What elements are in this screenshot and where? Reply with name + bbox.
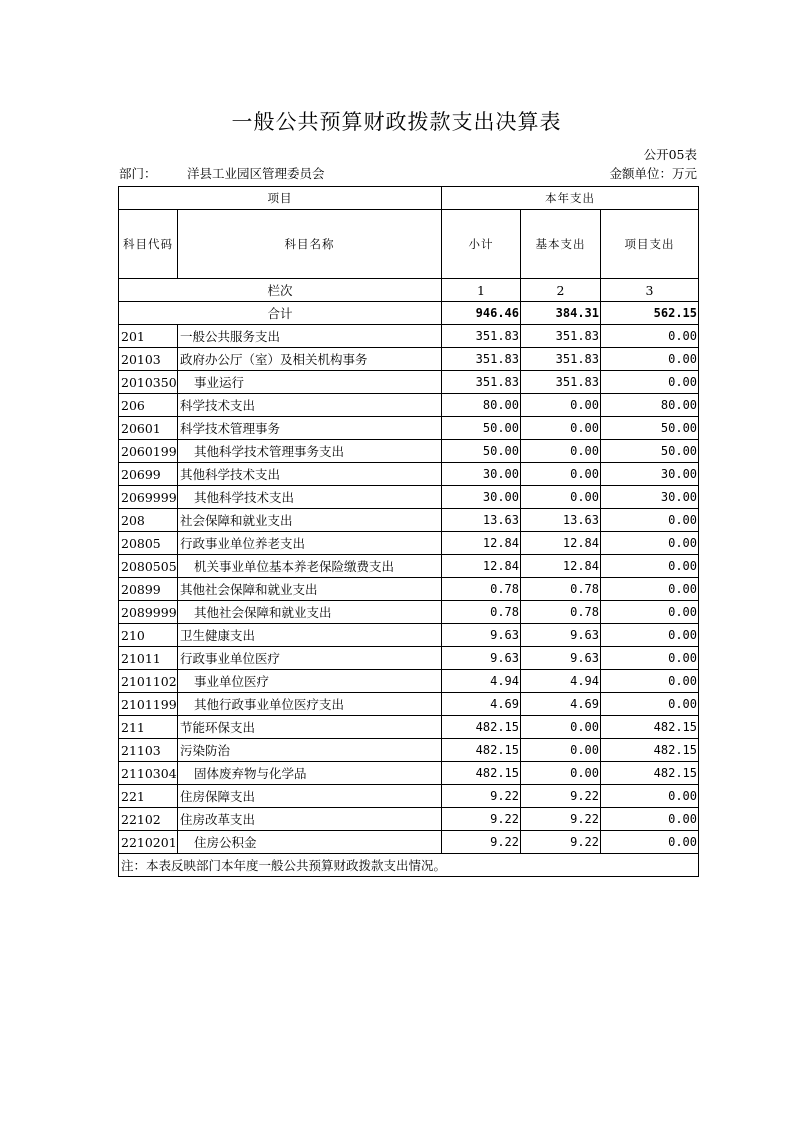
row-subtotal: 9.63 [442,647,521,670]
row-basic: 9.63 [521,647,601,670]
row-name: 事业运行 [178,371,442,394]
row-project: 30.00 [601,486,699,509]
table-row [119,532,699,555]
row-name: 其他科学技术支出 [178,463,442,486]
row-subtotal: 9.22 [442,785,521,808]
row-basic: 0.00 [521,440,601,463]
row-subtotal: 12.84 [442,555,521,578]
table-row [119,624,699,647]
row-basic: 0.00 [521,486,601,509]
row-subtotal: 50.00 [442,417,521,440]
row-code: 20601 [119,417,178,440]
header-project: 项目 [119,187,442,210]
row-basic: 12.84 [521,532,601,555]
row-subtotal: 9.22 [442,831,521,854]
table-row [119,325,699,348]
total-basic: 384.31 [521,302,601,325]
row-name: 其他科学技术管理事务支出 [178,440,442,463]
row-project: 30.00 [601,463,699,486]
header-project-expense: 项目支出 [601,210,699,279]
row-code: 21103 [119,739,178,762]
col-number-3: 3 [601,279,699,302]
amount-unit: 金额单位：万元 [609,166,697,181]
row-project: 50.00 [601,417,699,440]
table-row [119,440,699,463]
total-subtotal: 946.46 [442,302,521,325]
row-code: 2080505 [119,555,178,578]
table-row [119,509,699,532]
row-project: 0.00 [601,670,699,693]
header-current-year: 本年支出 [442,187,699,210]
row-name: 节能环保支出 [178,716,442,739]
row-subtotal: 0.78 [442,601,521,624]
row-project: 0.00 [601,555,699,578]
row-project: 0.00 [601,647,699,670]
table-row [119,463,699,486]
row-project: 0.00 [601,693,699,716]
table-row [119,371,699,394]
row-basic: 351.83 [521,348,601,371]
row-code: 20103 [119,348,178,371]
row-basic: 0.00 [521,463,601,486]
table-row [119,693,699,716]
row-subtotal: 351.83 [442,325,521,348]
row-subtotal: 13.63 [442,509,521,532]
form-number: 公开05表 [643,147,697,162]
row-name: 政府办公厅（室）及相关机构事务 [178,348,442,371]
row-basic: 0.00 [521,739,601,762]
row-code: 20699 [119,463,178,486]
row-project: 0.00 [601,325,699,348]
row-code: 208 [119,509,178,532]
expenditure-table [118,186,699,877]
row-basic: 9.63 [521,624,601,647]
row-name: 一般公共服务支出 [178,325,442,348]
table-note: 注：本表反映部门本年度一般公共预算财政拨款支出情况。 [119,854,699,877]
table-row [119,601,699,624]
row-subtotal: 482.15 [442,739,521,762]
row-basic: 0.00 [521,417,601,440]
row-project: 482.15 [601,716,699,739]
table-row [119,808,699,831]
table-row [119,394,699,417]
row-basic: 0.78 [521,601,601,624]
row-subtotal: 9.63 [442,624,521,647]
row-basic: 0.00 [521,762,601,785]
row-subtotal: 482.15 [442,762,521,785]
department-label: 部门： [119,166,157,181]
row-basic: 0.78 [521,578,601,601]
row-subtotal: 50.00 [442,440,521,463]
row-code: 2010350 [119,371,178,394]
table-row [119,785,699,808]
row-project: 0.00 [601,601,699,624]
row-subtotal: 30.00 [442,463,521,486]
row-subtotal: 351.83 [442,371,521,394]
row-project: 0.00 [601,831,699,854]
row-name: 其他科学技术支出 [178,486,442,509]
total-label: 合计 [119,302,442,325]
header-code: 科目代码 [119,210,178,279]
table-row [119,417,699,440]
row-name: 固体废弃物与化学品 [178,762,442,785]
row-code: 20805 [119,532,178,555]
department-name: 洋县工业园区管理委员会 [187,166,325,181]
row-project: 0.00 [601,348,699,371]
row-code: 22102 [119,808,178,831]
row-project: 0.00 [601,509,699,532]
row-code: 2089999 [119,601,178,624]
row-project: 0.00 [601,808,699,831]
row-name: 行政事业单位养老支出 [178,532,442,555]
header-name: 科目名称 [178,210,442,279]
table-row [119,555,699,578]
row-basic: 351.83 [521,371,601,394]
row-basic: 9.22 [521,808,601,831]
row-basic: 4.69 [521,693,601,716]
row-code: 20899 [119,578,178,601]
row-subtotal: 80.00 [442,394,521,417]
row-project: 0.00 [601,785,699,808]
row-subtotal: 4.69 [442,693,521,716]
row-name: 住房改革支出 [178,808,442,831]
row-basic: 0.00 [521,394,601,417]
header-subtotal: 小计 [442,210,521,279]
row-name: 住房保障支出 [178,785,442,808]
row-subtotal: 9.22 [442,808,521,831]
row-subtotal: 12.84 [442,532,521,555]
table-body [119,325,699,854]
row-code: 2069999 [119,486,178,509]
row-name: 卫生健康支出 [178,624,442,647]
row-code: 2210201 [119,831,178,854]
row-basic: 0.00 [521,716,601,739]
table-row [119,578,699,601]
col-number-2: 2 [521,279,601,302]
row-project: 80.00 [601,394,699,417]
header-basic: 基本支出 [521,210,601,279]
table-row [119,762,699,785]
row-basic: 9.22 [521,831,601,854]
row-basic: 351.83 [521,325,601,348]
total-project: 562.15 [601,302,699,325]
row-code: 2110304 [119,762,178,785]
row-code: 21011 [119,647,178,670]
row-code: 211 [119,716,178,739]
row-code: 210 [119,624,178,647]
row-subtotal: 4.94 [442,670,521,693]
row-name: 事业单位医疗 [178,670,442,693]
table-row [119,670,699,693]
row-name: 科学技术支出 [178,394,442,417]
page-title: 一般公共预算财政拨款支出决算表 [231,110,562,134]
row-subtotal: 0.78 [442,578,521,601]
table-row [119,647,699,670]
row-project: 482.15 [601,739,699,762]
row-name: 科学技术管理事务 [178,417,442,440]
row-basic: 4.94 [521,670,601,693]
row-code: 2060199 [119,440,178,463]
row-subtotal: 30.00 [442,486,521,509]
row-name: 污染防治 [178,739,442,762]
row-project: 482.15 [601,762,699,785]
row-project: 50.00 [601,440,699,463]
row-subtotal: 482.15 [442,716,521,739]
row-name: 机关事业单位基本养老保险缴费支出 [178,555,442,578]
row-code: 2101199 [119,693,178,716]
row-basic: 13.63 [521,509,601,532]
table-row [119,486,699,509]
row-number-label: 栏次 [119,279,442,302]
row-name: 其他行政事业单位医疗支出 [178,693,442,716]
row-code: 221 [119,785,178,808]
table-row [119,739,699,762]
table-row [119,716,699,739]
row-project: 0.00 [601,371,699,394]
row-name: 住房公积金 [178,831,442,854]
row-code: 206 [119,394,178,417]
row-project: 0.00 [601,532,699,555]
row-name: 行政事业单位医疗 [178,647,442,670]
table-row [119,831,699,854]
row-basic: 12.84 [521,555,601,578]
row-project: 0.00 [601,578,699,601]
row-code: 2101102 [119,670,178,693]
row-name: 其他社会保障和就业支出 [178,578,442,601]
row-subtotal: 351.83 [442,348,521,371]
col-number-1: 1 [442,279,521,302]
row-basic: 9.22 [521,785,601,808]
row-code: 201 [119,325,178,348]
row-name: 其他社会保障和就业支出 [178,601,442,624]
row-name: 社会保障和就业支出 [178,509,442,532]
row-project: 0.00 [601,624,699,647]
table-row [119,348,699,371]
